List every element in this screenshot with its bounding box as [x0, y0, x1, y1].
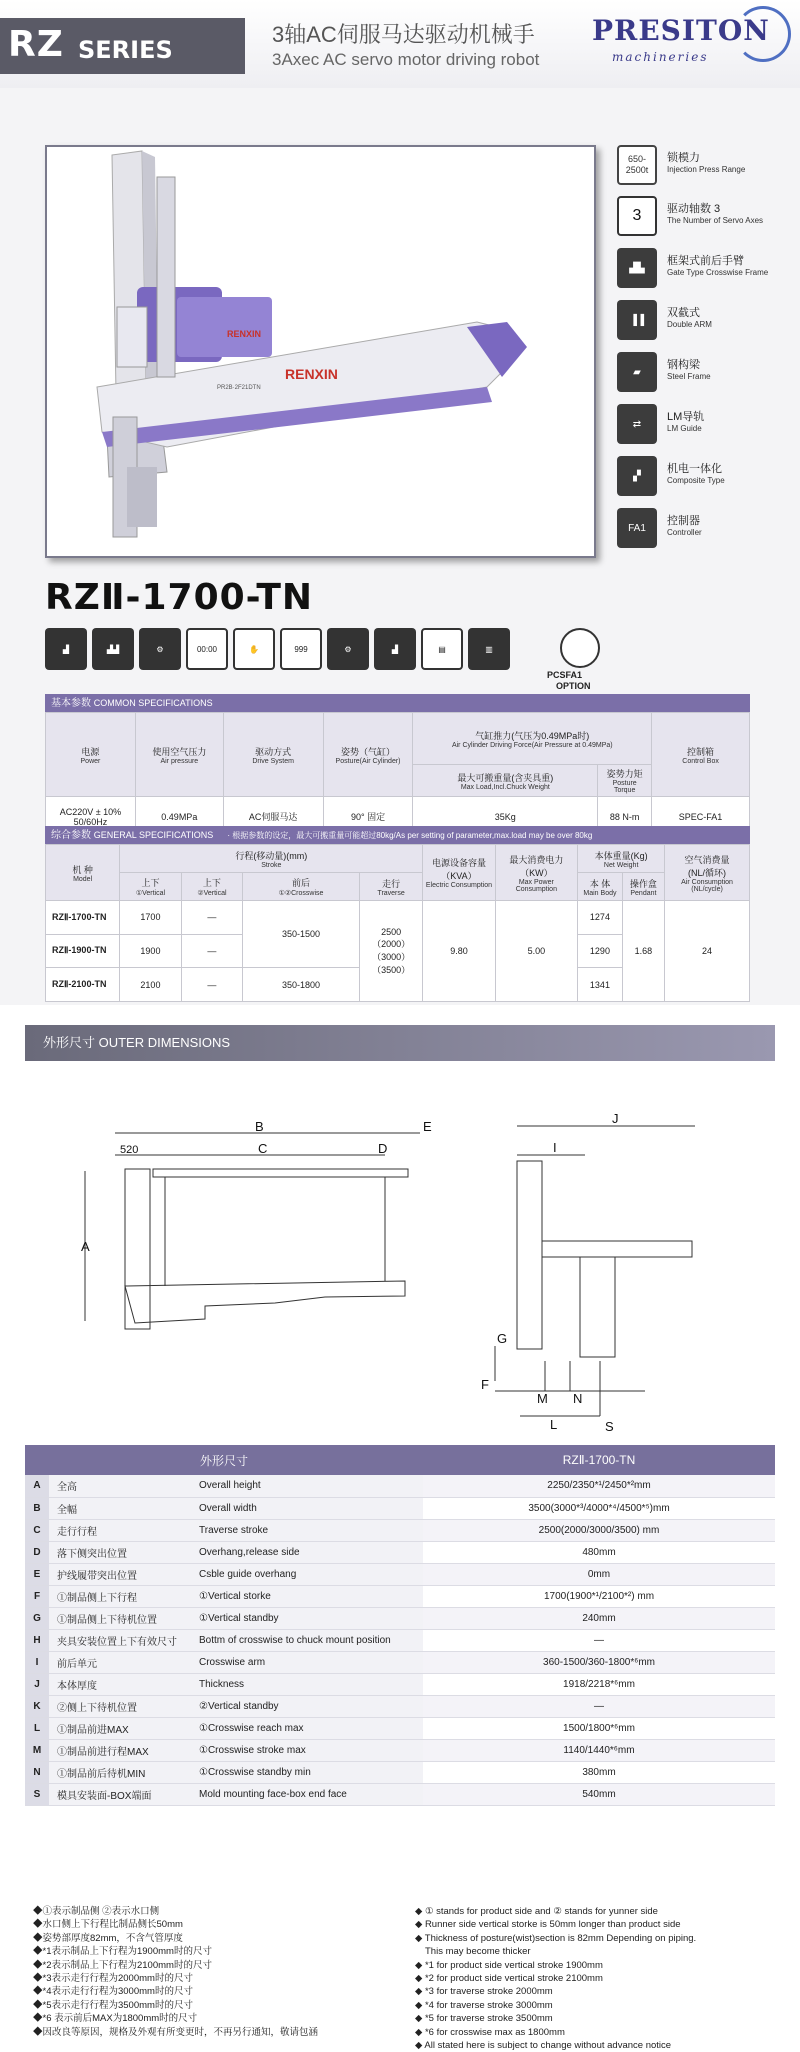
row-vertical: 2100	[120, 968, 181, 1002]
feature-controller	[617, 508, 797, 566]
feature-label-en: Double ARM	[667, 320, 712, 329]
bar-note: · 根据参数的设定，最大可搬重量可能超过80kg/As per setting of parameter,max.load may be over 80kg	[227, 831, 593, 840]
note-line: ◆ *5 for traverse stroke 3500mm	[415, 2013, 553, 2025]
dim-key: H	[25, 1629, 49, 1651]
feature-composite	[617, 456, 797, 514]
feature-lm-guide	[617, 404, 797, 462]
dim-value: 1500/1800*⁶mm	[423, 1717, 775, 1739]
hdr-pend-en: Pendant	[630, 889, 657, 897]
hdr-drive-en: Drive System	[252, 757, 294, 765]
dim-value: —	[423, 1629, 775, 1651]
hdr-air-cn: 使用空气压力	[152, 746, 207, 757]
note-line: ◆ *3 for traverse stroke 2000mm	[415, 1986, 553, 1998]
outer-dimensions-bar: 外形尺寸 OUTER DIMENSIONS	[25, 1025, 775, 1061]
dim-key: A	[25, 1475, 49, 1497]
feature-gate-frame	[617, 248, 797, 306]
dim-value: 2250/2350*¹/2450*²mm	[423, 1475, 775, 1497]
dim-cn: ①制品侧上下待机位置	[49, 1607, 191, 1629]
dim-en: ①Vertical standby	[191, 1607, 423, 1629]
table-row	[25, 1629, 775, 1651]
dimension-drawing-svg	[25, 1061, 775, 1445]
table-row	[25, 1739, 775, 1761]
note-line: ◆*5表示走行行程为3500mm时的尺寸	[33, 1999, 193, 2011]
hdr-aircons-cn: 空气消费量	[684, 854, 730, 865]
hdr-stroke-en: Stroke	[261, 861, 282, 869]
row-body-weight: 1274	[578, 901, 623, 935]
dim-cn: ②侧上下待机位置	[49, 1695, 191, 1717]
dim-label-a: A	[81, 1239, 90, 1254]
hdr-maxp-cn: 最大消费电力	[509, 854, 564, 865]
dim-key: E	[25, 1563, 49, 1585]
hdr-pend-cn: 操作盒	[629, 878, 657, 889]
val-torque: 88 N-m	[598, 797, 652, 837]
hdr-cross-en: ①②Crosswise	[278, 890, 324, 897]
table-row	[25, 1783, 775, 1805]
dim-cn: 夹具安装位置上下有效尺寸	[49, 1629, 191, 1651]
dim-cn: ①制品前后待机MIN	[49, 1761, 191, 1783]
axis-count-icon: 3	[617, 196, 657, 236]
note-line: ◆因改良等原因，规格及外观有所变更时，不再另行通知，敬请包涵	[33, 2026, 319, 2038]
dim-cn: 全高	[49, 1475, 191, 1497]
table-row	[25, 1695, 775, 1717]
feature-label-en: LM Guide	[667, 424, 702, 433]
bar-title-en: COMMON SPECIFICATIONS	[93, 698, 213, 708]
hdr-power-cn: 电源	[81, 746, 100, 757]
outer-dimensions-table	[25, 1445, 775, 1806]
brand-subtitle: machineries	[612, 50, 709, 64]
dim-label-b: B	[255, 1119, 264, 1134]
note-line: ◆*1表示制品上下行程为1900mm时的尺寸	[33, 1946, 212, 1958]
table-row	[25, 1541, 775, 1563]
kva-value: 9.80	[423, 901, 495, 1002]
note-line: ◆ *6 for crosswise max as 1800mm	[415, 2026, 565, 2038]
note-line: ◆①表示制品侧 ②表示水口侧	[33, 1906, 160, 1917]
crosswise-value: 350-1800	[243, 968, 360, 1002]
dim-value: 1140/1440*⁶mm	[423, 1739, 775, 1761]
crosswise-value: 350-1500	[243, 901, 360, 968]
dim-en: Crosswise arm	[191, 1651, 423, 1673]
note-line: ◆ *2 for product side vertical stroke 2100mm	[415, 1973, 603, 1985]
bar-title-cn: 综合参数	[51, 830, 91, 841]
table-row	[25, 1651, 775, 1673]
note-line: ◆ ① stands for product side and ② stands for yunner side	[415, 1906, 658, 1917]
dim-label-l: L	[550, 1417, 558, 1432]
dim-label-c: C	[258, 1141, 268, 1156]
feature-steel-frame	[617, 352, 797, 410]
dim-en: ①Vertical storke	[191, 1585, 423, 1607]
dim-value: 1700(1900*¹/2100*²) mm	[423, 1585, 775, 1607]
page-gap	[0, 1005, 800, 1025]
dim-key: D	[25, 1541, 49, 1563]
table-row	[25, 1607, 775, 1629]
hdr-posture-cn: 姿势（气缸）	[341, 746, 396, 757]
dim-key: F	[25, 1585, 49, 1607]
dim-value: 1918/2218*⁶mm	[423, 1673, 775, 1695]
arm-model-tag: PR2B·2F21DTN	[217, 385, 261, 391]
hdr-load-en: Max Load,Incl.Chuck Weight	[460, 783, 550, 791]
common-spec-table	[45, 712, 750, 837]
row-vertical2: —	[181, 934, 242, 968]
feature-double-arm	[617, 300, 797, 358]
row-vertical: 1700	[120, 901, 181, 935]
table-row	[25, 1761, 775, 1783]
notes-en	[415, 1905, 775, 2052]
hdr-torque-en2: Torque	[613, 787, 636, 794]
timer-text: 00:00	[196, 644, 218, 654]
hdr-power-en: Power	[80, 757, 101, 765]
note-line: ◆*6 表示前后MAX为1800mm时的尺寸	[33, 2013, 198, 2025]
robot-illustration	[47, 147, 594, 556]
dim-label-e: E	[423, 1119, 432, 1134]
table-row	[25, 1673, 775, 1695]
traverse-alt: （3500）	[372, 964, 411, 975]
row-model: RZⅡ-1700-TN	[46, 901, 120, 935]
option-label: OPTION	[556, 681, 591, 691]
hdr-drive-cn: 驱动方式	[255, 746, 292, 757]
feature-label-en: Controller	[667, 528, 702, 537]
dim-value: 480mm	[423, 1541, 775, 1563]
note-line: ◆ Thickness of posture(wist)section is 82mm Depending on piping.	[415, 1932, 697, 1944]
dim-head-right: RZⅡ-1700-TN	[423, 1445, 775, 1475]
hdr-elec-unit: （KVA）	[441, 871, 477, 881]
dim-cn: 模具安装面-BOX端面	[49, 1783, 191, 1805]
feature-label-en: Composite Type	[667, 476, 725, 485]
hdr-trav-cn: 走行	[382, 878, 401, 889]
steel-frame-icon: ▰	[617, 352, 657, 392]
dim-en: ①Crosswise standby min	[191, 1761, 423, 1783]
dim-key: G	[25, 1607, 49, 1629]
dim-label-d: D	[378, 1141, 388, 1156]
feature-label-cn: 钢构梁	[667, 359, 700, 371]
feature-label-cn: 驱动轴数 3	[667, 203, 721, 215]
traverse-value: 2500	[381, 926, 402, 937]
hdr-cross-cn: 前后	[291, 878, 310, 888]
general-spec-table	[45, 844, 750, 1002]
dim-label-m: M	[537, 1391, 548, 1406]
common-spec-bar	[45, 694, 750, 712]
table-row	[46, 901, 750, 935]
traverse-alt: （2000）	[372, 938, 411, 949]
hdr-air-en: Air pressure	[160, 757, 199, 765]
icon-row	[45, 628, 605, 670]
title-en: 3Axec AC servo motor driving robot	[272, 50, 540, 69]
note-line: ◆水口侧上下行程比制品侧长50mm	[33, 1919, 183, 1931]
model-title: RZⅡ-1700-TN	[45, 577, 314, 618]
note-line: ◆姿势部厚度82mm，不含气管厚度	[33, 1932, 183, 1944]
row-model: RZⅡ-2100-TN	[46, 968, 120, 1002]
hdr-model-en: Model	[73, 875, 93, 883]
feature-label-cn: 控制器	[667, 515, 700, 527]
press-range-icon: 650-2500t	[617, 145, 657, 185]
table-row	[25, 1475, 775, 1497]
dim-value: —	[423, 1695, 775, 1717]
series-badge	[0, 18, 245, 74]
series-word: SERIES	[78, 36, 173, 64]
dim-label-i: I	[553, 1140, 557, 1155]
hdr-aircons-cn2: (NL/循环)	[688, 867, 727, 878]
hdr-trav-en: Traverse	[377, 889, 405, 897]
dim-head-left: 外形尺寸	[25, 1445, 423, 1475]
general-spec-bar	[45, 826, 750, 844]
hdr-up-en: ①Vertical	[135, 890, 166, 897]
feature-label-en: The Number of Servo Axes	[667, 216, 764, 225]
hdr-torque-cn: 姿势力矩	[606, 769, 643, 779]
note-line: This may become thicker	[425, 1946, 531, 1958]
dim-cn: 全幅	[49, 1497, 191, 1519]
dim-en: ②Vertical standby	[191, 1695, 423, 1717]
hdr-model-cn: 机 种	[72, 864, 93, 875]
hdr-up-cn: 上下	[141, 878, 160, 888]
dim-value: 0mm	[423, 1563, 775, 1585]
dim-key: B	[25, 1497, 49, 1519]
feature-label-en: Steel Frame	[667, 372, 711, 381]
header	[0, 0, 800, 88]
manual-icon: ▥	[468, 628, 510, 670]
kw-value: 5.00	[495, 901, 578, 1002]
dim-en: ①Crosswise reach max	[191, 1717, 423, 1739]
robot-photo	[45, 145, 596, 558]
traverse-alt: （3000）	[372, 951, 411, 962]
row-vertical2: —	[181, 901, 242, 935]
dim-label-j: J	[612, 1111, 619, 1126]
hdr-elec-cn: 电源设备容量	[431, 858, 486, 868]
spec-sheet-page	[0, 0, 800, 1005]
dim-label-g: G	[497, 1331, 508, 1346]
feature-label-cn: 机电一体化	[667, 463, 722, 475]
hdr-posture-en: Posture(Air Cylinder)	[335, 757, 401, 765]
feature-label-cn: 双截式	[667, 307, 700, 319]
hdr-force-en: Air Cylinder Driving Force(Air Pressure at 0.49MPa)	[451, 741, 613, 749]
dim-cn: 护线履带突出位置	[49, 1563, 191, 1585]
series-code: RZ	[8, 24, 64, 65]
table-row	[25, 1519, 775, 1541]
note-line: ◆ Runner side vertical storke is 50mm longer than product side	[415, 1919, 681, 1931]
dim-cn: 前后单元	[49, 1651, 191, 1673]
dim-value: 3500(3000*³/4000*⁴/4500*⁵)mm	[423, 1497, 775, 1519]
dim-key: I	[25, 1651, 49, 1673]
arm-down-icon: ▟	[374, 628, 416, 670]
val-air: 0.49MPa	[135, 797, 223, 837]
table-row	[25, 1497, 775, 1519]
feature-servo-axes	[617, 196, 797, 254]
brand-logo: PRESITON	[592, 14, 770, 47]
dim-en: Csble guide overhang	[191, 1563, 423, 1585]
dim-value: 2500(2000/3000/3500) mm	[423, 1519, 775, 1541]
hdr-body-en: Main Body	[583, 889, 617, 897]
dim-en: Traverse stroke	[191, 1519, 423, 1541]
val-posture: 90° 固定	[323, 797, 413, 837]
dim-key: C	[25, 1519, 49, 1541]
dim-label-n: N	[573, 1391, 583, 1406]
composite-icon: ▞	[617, 456, 657, 496]
hdr-weight-cn: 本体重量(Kg)	[594, 850, 648, 861]
air-value: 24	[665, 901, 750, 1002]
dim-en: ①Crosswise stroke max	[191, 1739, 423, 1761]
feature-label-en: Injection Press Range	[667, 165, 746, 174]
feature-label-cn: 锁模力	[667, 152, 700, 164]
feature-label-cn: 框架式前后手臂	[667, 255, 744, 267]
head-brand-label: RENXIN	[227, 329, 262, 339]
dim-en: Mold mounting face-box end face	[191, 1783, 423, 1805]
dim-en: Overall width	[191, 1497, 423, 1519]
dim-cn: 走行行程	[49, 1519, 191, 1541]
arm-brand-label: RENXIN	[285, 366, 338, 382]
val-power: AC220V ± 10%	[59, 806, 122, 817]
dim-en: Overhang,release side	[191, 1541, 423, 1563]
double-arm-icon: ▟▟	[92, 628, 134, 670]
hdr-up2-cn: 上下	[202, 878, 221, 888]
title-cn: 3轴AC伺服马达驱动机械手	[272, 22, 535, 47]
hdr-up2-en: ②Vertical	[197, 890, 227, 897]
option-controller-icon	[560, 628, 600, 668]
counter-icon	[280, 628, 322, 670]
robot-arm-icon: ▟	[45, 628, 87, 670]
notes-cn	[33, 1905, 403, 2039]
table-row	[25, 1717, 775, 1739]
dim-cn: 落下侧突出位置	[49, 1541, 191, 1563]
hdr-maxp-en: Max Power Consumption	[515, 878, 557, 893]
hdr-body-cn: 本 体	[589, 878, 611, 889]
hdr-aircons-en: Air Consumption	[681, 878, 733, 886]
note-line: ◆*4表示走行行程为3000mm时的尺寸	[33, 1986, 193, 1998]
dim-cn: ①制品侧上下行程	[49, 1585, 191, 1607]
hdr-maxp-unit: （KW）	[520, 867, 553, 878]
dim-label-f: F	[481, 1377, 489, 1392]
note-line: ◆*2表示制品上下行程为2100mm时的尺寸	[33, 1959, 212, 1971]
dim-key: M	[25, 1739, 49, 1761]
hdr-load-cn: 最大可搬重量(含夹具重)	[457, 772, 554, 783]
dim-key: K	[25, 1695, 49, 1717]
dim-en: Bottm of crosswise to chuck mount position	[191, 1629, 423, 1651]
gear-icon: ⚙	[327, 628, 369, 670]
row-vertical2: —	[181, 968, 242, 1002]
row-vertical: 1900	[120, 934, 181, 968]
dim-value: 360-1500/360-1800*⁶mm	[423, 1651, 775, 1673]
controller-icon: FA1	[617, 508, 657, 548]
note-line: ◆*3表示走行行程为2000mm时的尺寸	[33, 1973, 193, 1985]
dim-cn: 本体厚度	[49, 1673, 191, 1695]
val-load: 35Kg	[413, 797, 598, 837]
double-arm-icon: ▐▐	[617, 300, 657, 340]
hand-icon: ✋	[233, 628, 275, 670]
note-line: ◆ *4 for traverse stroke 3000mm	[415, 1999, 553, 2011]
dim-label-520: 520	[120, 1144, 139, 1156]
servo-icon: ⚙	[139, 628, 181, 670]
dimension-drawing	[25, 1061, 775, 1481]
dim-key: J	[25, 1673, 49, 1695]
val-ctrl: SPEC-FA1	[652, 797, 750, 837]
dim-en: Overall height	[191, 1475, 423, 1497]
dimensions-page	[25, 1025, 775, 2052]
dim-cn: ①制品前进行程MAX	[49, 1739, 191, 1761]
table-row	[25, 1563, 775, 1585]
dim-value: 380mm	[423, 1761, 775, 1783]
option-code: PCSFA1	[547, 670, 583, 680]
row-body-weight: 1290	[578, 934, 623, 968]
dim-en: Thickness	[191, 1673, 423, 1695]
counter-text: 999	[294, 644, 308, 654]
hdr-stroke-cn: 行程(移动量)(mm)	[235, 850, 308, 861]
note-line: ◆ All stated here is subject to change without advance notice	[415, 2040, 672, 2052]
dim-value: 540mm	[423, 1783, 775, 1805]
val-drive: AC伺服马达	[223, 797, 323, 837]
bar-title-cn: 基本参数	[51, 698, 91, 709]
dim-key: S	[25, 1783, 49, 1805]
dim-key: L	[25, 1717, 49, 1739]
val-power-hz: 50/60Hz	[73, 816, 108, 827]
dim-value: 240mm	[423, 1607, 775, 1629]
lm-guide-icon: ⇄	[617, 404, 657, 444]
hdr-force-cn: 气缸推力(气压为0.49MPa时)	[475, 730, 590, 741]
hdr-torque-en: Posture	[612, 780, 637, 787]
timer-icon	[186, 628, 228, 670]
feature-label-en: Gate Type Crosswise Frame	[667, 268, 769, 277]
conveyor-icon: ▤	[421, 628, 463, 670]
hdr-ctrl-en: Control Box	[682, 757, 719, 765]
hdr-ctrl-cn: 控制箱	[687, 746, 715, 757]
pendant-value: 1.68	[622, 901, 664, 1002]
bar-title-en: GENERAL SPECIFICATIONS	[93, 830, 214, 840]
gate-frame-icon: ▟▙	[617, 248, 657, 288]
note-line: ◆ *1 for product side vertical stroke 1900mm	[415, 1959, 603, 1971]
row-model: RZⅡ-1900-TN	[46, 934, 120, 968]
hdr-aircons-en2: (NL/cycle)	[691, 885, 723, 893]
dim-label-s: S	[605, 1419, 614, 1434]
dim-cn: ①制品前进MAX	[49, 1717, 191, 1739]
hdr-weight-en: Net Weight	[603, 861, 639, 869]
feature-press-range	[617, 145, 797, 203]
hdr-elec-en: Electric Consumption	[425, 882, 493, 889]
table-row	[25, 1585, 775, 1607]
feature-label-cn: LM导轨	[667, 411, 705, 423]
dim-key: N	[25, 1761, 49, 1783]
row-body-weight: 1341	[578, 968, 623, 1002]
